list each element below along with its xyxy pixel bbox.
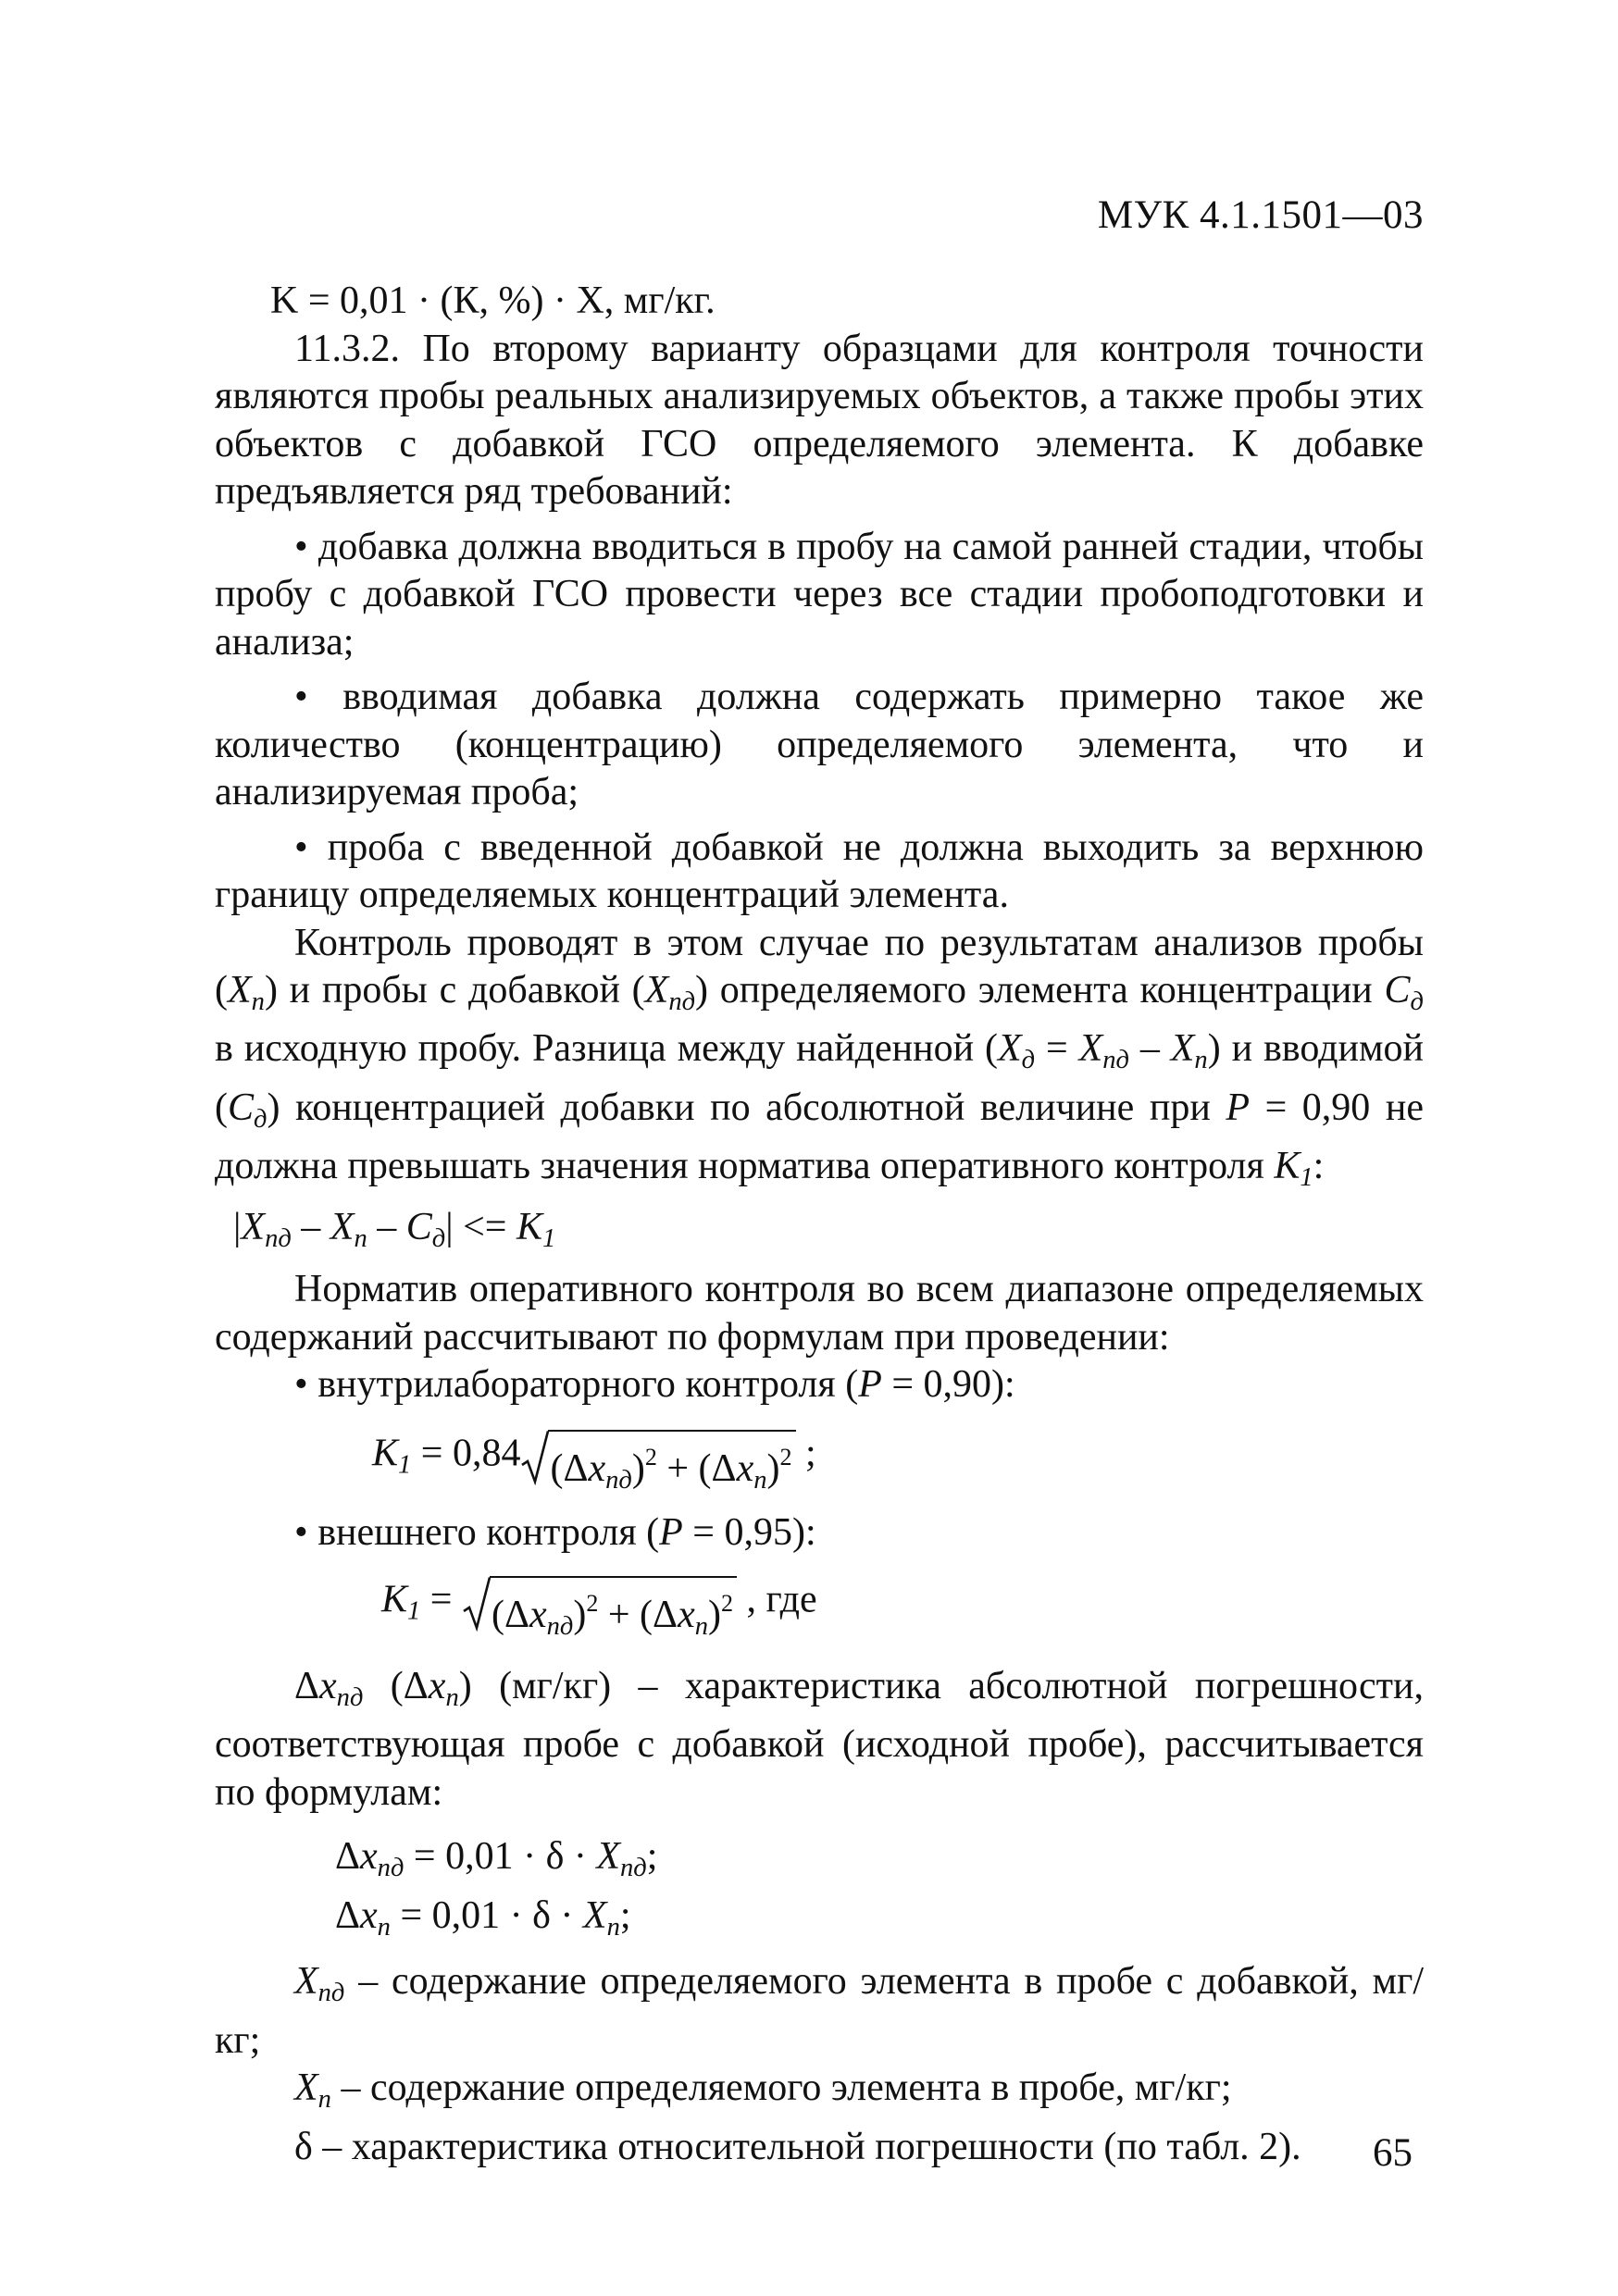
- external-formula-tail: , где: [746, 1578, 817, 1621]
- requirement-item: [215, 825, 1424, 920]
- document-code-header: МУК 4.1.1501—03: [1097, 193, 1424, 237]
- intra-lab-p-value: = 0,90):: [881, 1363, 1015, 1407]
- bullet-icon: •: [294, 525, 308, 568]
- intra-lab-p: P: [858, 1363, 882, 1407]
- sqrt-expression: $(\Delta x_{nд})^2 + (\Delta x_n)^2$: [520, 1430, 795, 1483]
- bullet-icon: •: [294, 676, 308, 718]
- requirement-text: добавка должна вводиться в пробу на самой ранней стадии, чтобы пробу с добавкой ГСО провести через все стадии пробоподготовки и анализа;: [215, 525, 1424, 664]
- definition-xpd: $X_{nд}$ – содержание определяемого элемента в пробе с добавкой, мг/кг;: [215, 1960, 1424, 2062]
- control-text-2: ) и пробы с добавкой (: [264, 969, 645, 1011]
- page-number: 65: [1373, 2131, 1413, 2175]
- control-text-7: = 0,90 не должна превышать значения норматива оперативного контроля: [215, 1086, 1424, 1188]
- intra-coefficient: 0,84: [452, 1432, 521, 1475]
- control-text-1: Контроль проводят в этом случае по результатам анализов пробы (: [215, 921, 1424, 1011]
- bullet-icon: •: [294, 1511, 308, 1555]
- delta-text: (мг/кг) – характеристика абсолютной погрешности, соответствующая пробе с добавкой (исходной пробе), рассчитывается по формулам:: [215, 1664, 1424, 1814]
- requirement-item: [215, 524, 1424, 667]
- control-text-4: в исходную пробу. Разница между найденной (: [215, 1027, 998, 1071]
- inequality-formula: $|X_{nд} - X_n - C_д| <= K_1$: [233, 1205, 556, 1253]
- formula-delta-xn: $\Delta x_n = 0,01 \cdot \delta \cdot X_n$;: [335, 1893, 631, 1942]
- definition-xpd-text: – содержание определяемого элемента в пробе с добавкой, мг/кг;: [215, 1960, 1424, 2062]
- control-text-8: :: [1313, 1145, 1325, 1188]
- sqrt-sign-icon: [520, 1430, 550, 1485]
- external-p: P: [659, 1511, 683, 1555]
- control-text-5: ) и вводимой (: [215, 1027, 1425, 1129]
- section-11-3-2: [215, 326, 1424, 516]
- intra-lab-label: внутрилабораторного контроля (: [317, 1363, 859, 1407]
- definition-xn: $X_n$ – содержание определяемого элемента в пробе, мг/кг;: [294, 2066, 1232, 2115]
- requirement-text: проба с введенной добавкой не должна выходить за верхнюю границу определяемых концентраций элемента.: [215, 825, 1424, 916]
- formula-k: K = 0,01 · (К, %) · X, мг/кг.: [270, 279, 716, 322]
- sqrt-expression: $(\Delta x_{nд})^2 + (\Delta x_n)^2$: [462, 1576, 737, 1630]
- external-p-value: = 0,95):: [682, 1511, 816, 1555]
- definition-xn-text: – содержание определяемого элемента в пробе, мг/кг;: [341, 2066, 1232, 2110]
- formula-k1-external: $K_1$ = $(\Delta x_{nд})^2 + (\Delta x_n)^2$ , где: [215, 1576, 1424, 1635]
- page-content: [215, 278, 1424, 2171]
- formula-delta-xpd: $\Delta x_{nд} = 0,01 \cdot \delta \cdot X_{nд}$;: [335, 1835, 658, 1883]
- sqrt-sign-icon: [462, 1576, 492, 1632]
- delta-coef: = 0,01 · δ ·: [413, 1835, 587, 1879]
- external-item: [215, 1509, 1424, 1558]
- delta-paragraph: $\Delta x_{nд}$ $(\Delta x_n)$ (мг/кг) – характеристика абсолютной погрешности, соответствующая пробе с добавкой (исходной пробе), рассчитывается по формулам:: [215, 1664, 1424, 1814]
- control-text-6: ) концентрацией добавки по абсолютной величине при: [267, 1086, 1226, 1129]
- control-paragraph: Контроль проводят в этом случае по результатам анализов пробы $(X_n)$ и пробы с добавкой $(X_{nд})$ определяемого элемента концентрации $C_д$ в исходную пробу. Разница между найденной $(X_д = X_{nд} - X_n)$ и вводимой $(C_д)$ концентрацией добавки по абсолютной величине при P = 0,90 не должна превышать значения норматива оперативного контроля $K_1$:: [215, 921, 1425, 1193]
- definition-delta: δ – характеристика относительной погрешности (по табл. 2).: [294, 2125, 1301, 2168]
- requirement-text: вводимая добавка должна содержать примерно такое же количество (концентрацию) определяемого элемента, что и анализируемая проба;: [215, 676, 1424, 813]
- bullet-icon: •: [294, 1363, 308, 1407]
- external-label: внешнего контроля (: [317, 1511, 660, 1555]
- control-text-3: ) определяемого элемента концентрации: [695, 969, 1385, 1011]
- section-number: 11.3.2.: [294, 327, 400, 370]
- section-intro: По второму варианту образцами для контроля точности являются пробы реальных анализируемых объектов, а также пробы этих объектов с добавкой ГСО определяемого элемента. К добавке предъявляется ряд требований:: [215, 327, 1425, 513]
- delta-coef: = 0,01 · δ ·: [400, 1893, 574, 1937]
- bullet-icon: •: [294, 825, 308, 869]
- intra-lab-item: [215, 1361, 1424, 1409]
- norm-paragraph: Норматив оперативного контроля во всем диапазоне определяемых содержаний рассчитывают по формулам при проведении:: [215, 1268, 1424, 1359]
- requirement-item: [215, 674, 1424, 817]
- inequality-operator: <=: [463, 1205, 507, 1248]
- intra-formula-tail: ;: [805, 1432, 816, 1475]
- formula-k1-intra: $K_1 = 0,84$ $(\Delta x_{nд})^2 + (\Delta x_n)^2$ ;: [215, 1430, 1424, 1489]
